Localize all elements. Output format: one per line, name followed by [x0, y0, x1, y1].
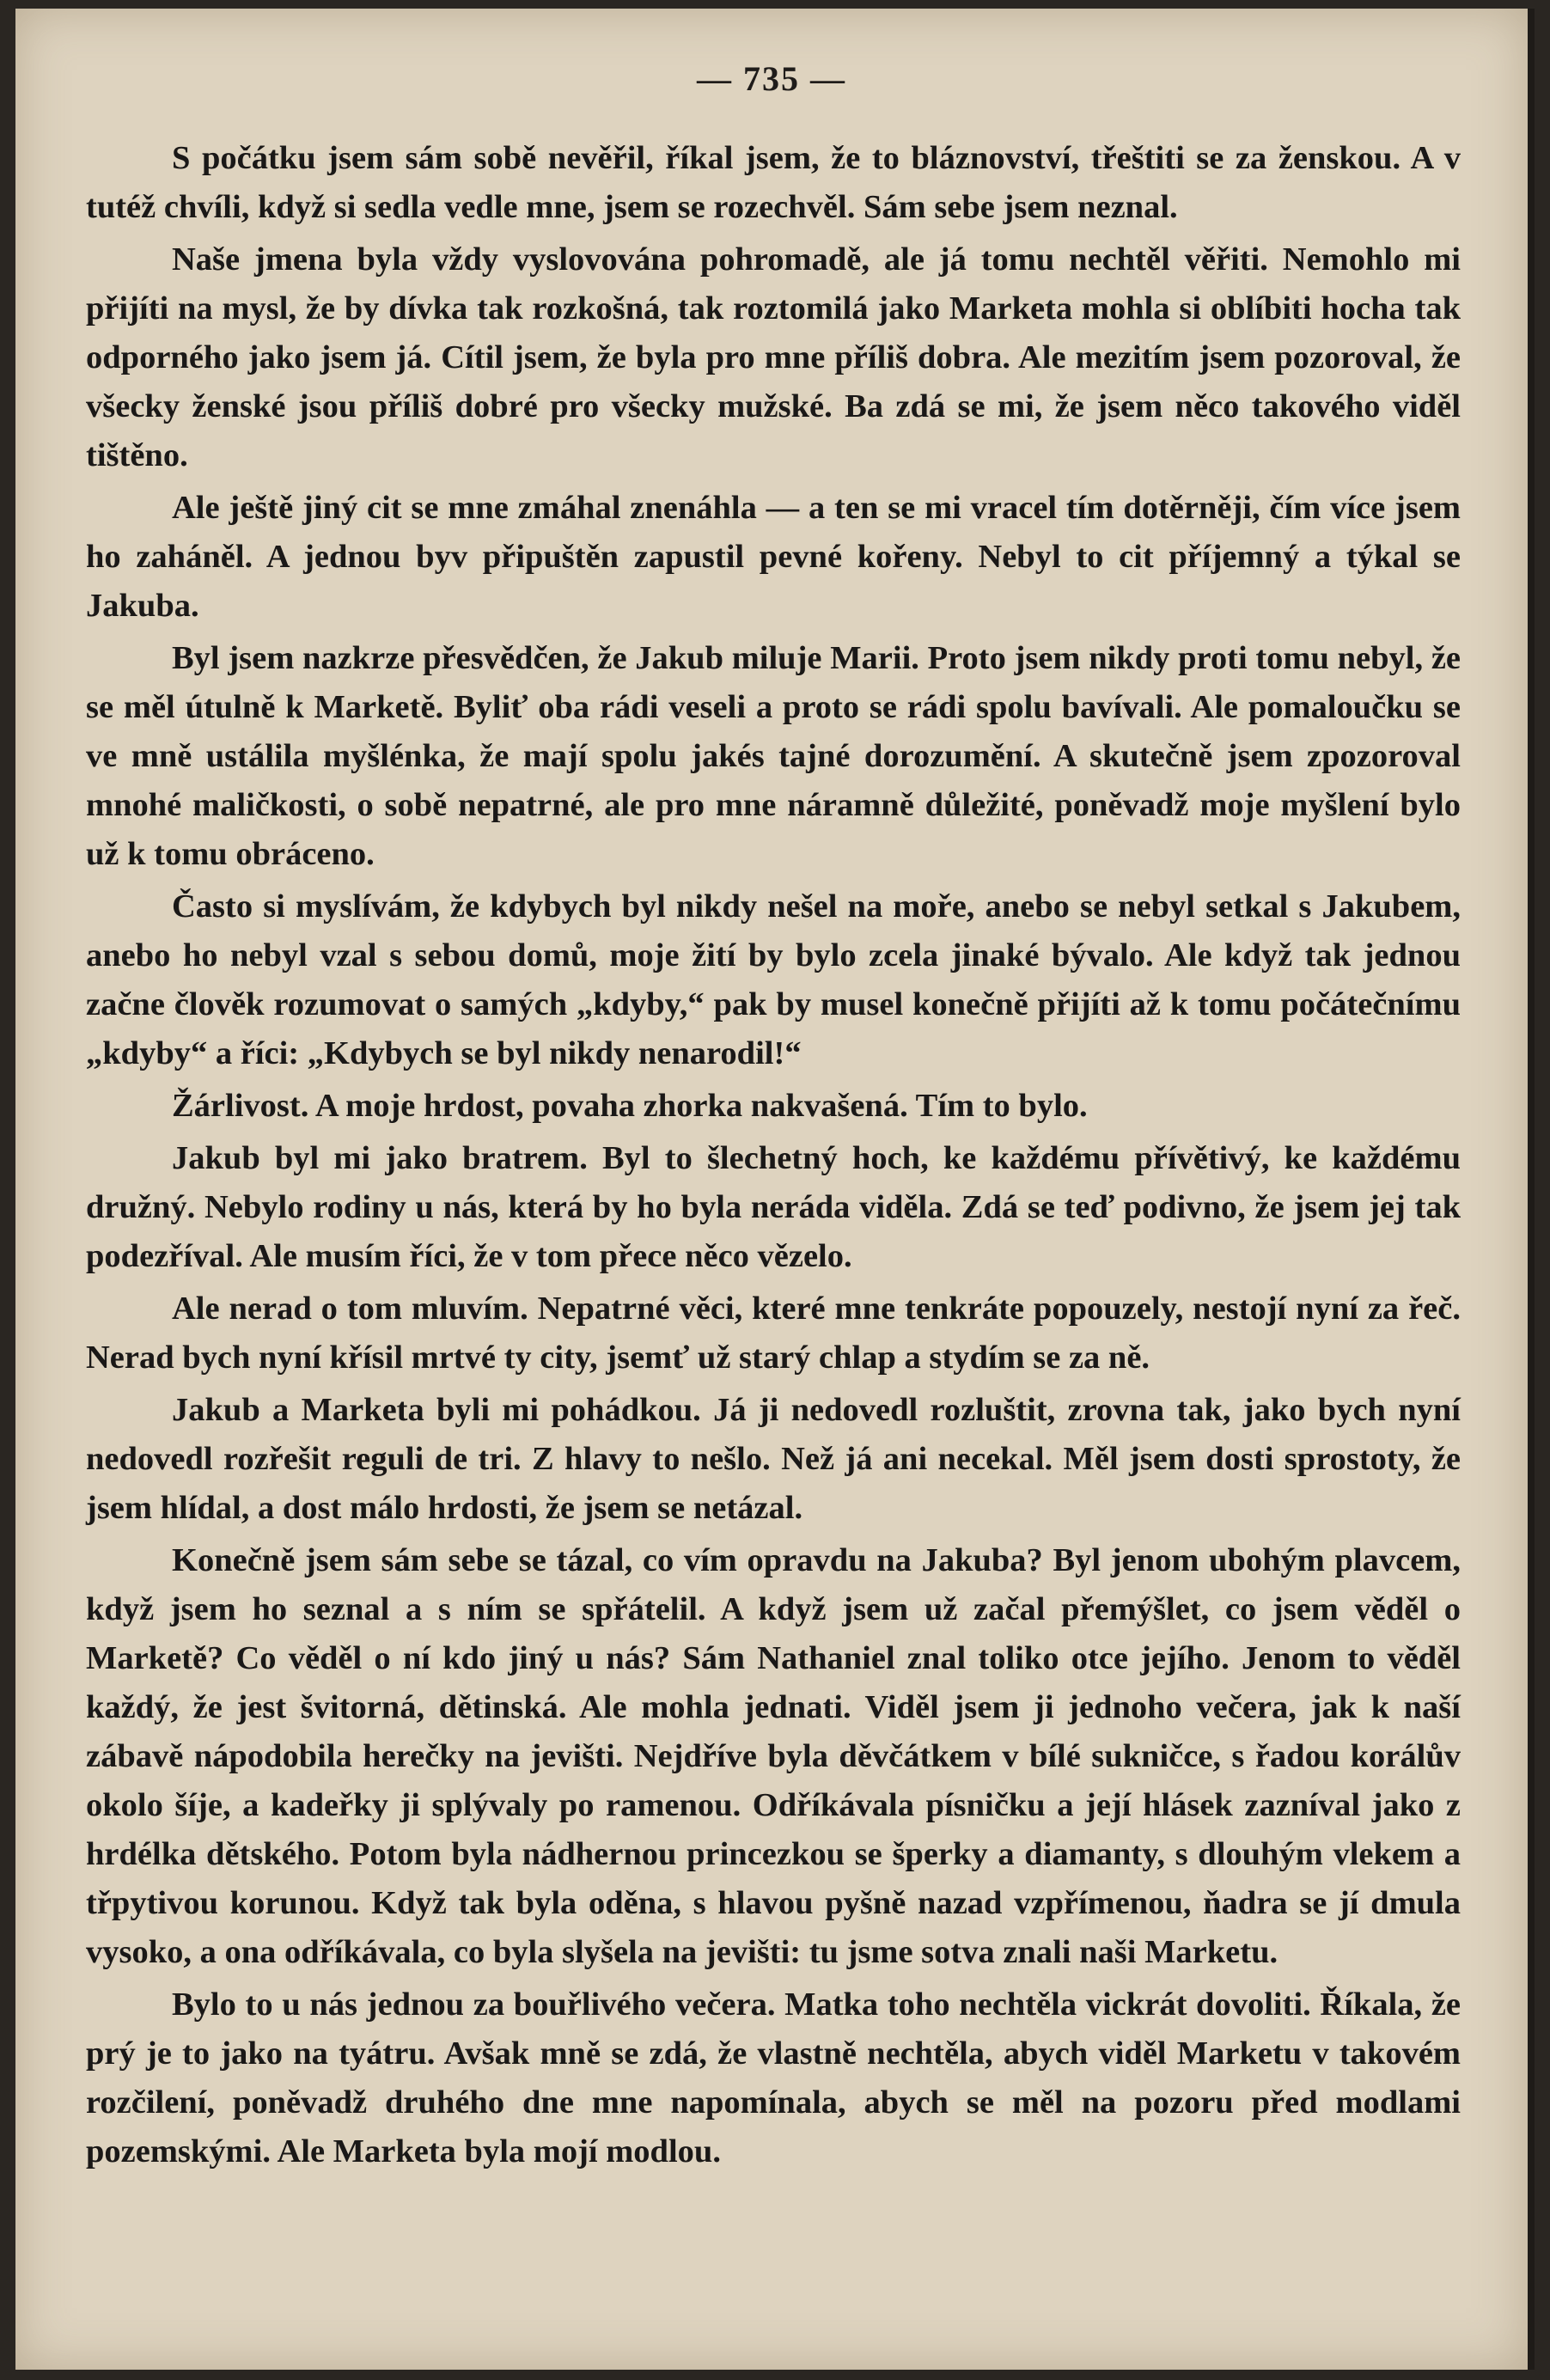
paragraph: Konečně jsem sám sebe se tázal, co vím opravdu na Jakuba? Byl jenom ubohým plavcem, když jsem ho seznal a s ním se spřátelil. A když jsem už začal přemýšlet, co jsem věděl o Marketě? Co věděl o ní kdo jiný u nás? Sám Nathaniel znal toliko otce jejího. Jenom to věděl každý, že jest švitorná, dětinská. Ale mohla jednati. Viděl jsem ji jednoho večera, jak k naší zábavě nápodobila herečky na jevišti. Nejdříve byla děvčátkem v bílé sukničce, s řadou korálův okolo šíje, a kadeřky ji splývaly po ramenou. Odříkávala písničku a její hlásek zazníval jako z hrdélka dětského. Potom byla nádhernou princezkou se šperky a diamanty, s dlouhým vlekem a třpytivou korunou. Když tak byla oděna, s hlavou pyšně nazad vzpřímenou, ňadra se jí dmula vysoko, a ona odříkávala, co byla slyšela na jevišti: tu jsme sotva znali naši Marketu. — [86, 1542, 1461, 1970]
paragraph: Často si myslívám, že kdybych byl nikdy nešel na moře, anebo se nebyl setkal s Jakubem, anebo ho nebyl vzal s sebou domů, moje žití by bylo zcela jinaké bývalo. Ale když tak jednou začne člověk rozumovat o samých „kdyby,“ pak by musel konečně přijíti až k tomu počátečnímu „kdyby“ a říci: „Kdybych se byl nikdy nenarodil!“ — [86, 888, 1461, 1071]
paragraph: Byl jsem nazkrze přesvědčen, že Jakub miluje Marii. Proto jsem nikdy proti tomu nebyl, že se měl útulně k Marketě. Byliť oba rádi veseli a proto se rádi spolu bavívali. Ale pomaloučku se ve mně ustálila myšlénka, že mají spolu jakés tajné dorozumění. A skutečně jsem zpozoroval mnohé maličkosti, o sobě nepatrné, ale pro mne náramně důležité, poněvadž moje myšlení bylo už k tomu obráceno. — [86, 640, 1461, 872]
paragraph: Jakub byl mi jako bratrem. Byl to šlechetný hoch, ke každému přívětivý, ke každému družný. Nebylo rodiny u nás, která by ho byla neráda viděla. Zdá se teď podivno, že jsem jej tak podezříval. Ale musím říci, že v tom přece něco vězelo. — [86, 1140, 1461, 1274]
paragraph: Jakub a Marketa byli mi pohádkou. Já ji nedovedl rozluštit, zrovna tak, jako bych nyní nedovedl rozřešit reguli de tri. Z hlavy to nešlo. Než já ani necekal. Měl jsem dosti sprostoty, že jsem hlídal, a dost málo hrdosti, že jsem se netázal. — [86, 1392, 1461, 1526]
paragraph: Naše jmena byla vždy vyslovována pohromadě, ale já tomu nechtěl věřiti. Nemohlo mi přijíti na mysl, že by dívka tak rozkošná, tak roztomilá jako Marketa mohla si oblíbiti hocha tak odporného jako jsem já. Cítil jsem, že byla pro mne příliš dobra. Ale mezitím jsem pozoroval, že všecky ženské jsou příliš dobré pro všecky mužské. Ba zdá se mi, že jsem něco takového viděl tištěno. — [86, 241, 1461, 473]
paragraph: Ale ještě jiný cit se mne zmáhal znenáhla — a ten se mi vracel tím dotěrněji, čím více jsem ho zaháněl. A jednou byv připuštěn zapustil pevné kořeny. Nebyl to cit příjemný a týkal se Jakuba. — [86, 490, 1461, 624]
paragraph: Ale nerad o tom mluvím. Nepatrné věci, které mne tenkráte popouzely, nestojí nyní za řeč. Nerad bych nyní křísil mrtvé ty city, jsemť už starý chlap a stydím se za ně. — [86, 1291, 1461, 1376]
book-page — [15, 9, 1535, 2370]
body-text — [86, 134, 1461, 2180]
page-number: — 735 — — [697, 59, 846, 98]
paragraph: Žárlivost. A moje hrdost, povaha zhorka nakvašená. Tím to bylo. — [172, 1088, 1088, 1124]
paragraph: Bylo to u nás jednou za bouřlivého večera. Matka toho nechtěla vickrát dovoliti. Říkala, že prý je to jako na tyátru. Avšak mně se zdá, že vlastně nechtěla, abych viděl Marketu v takovém rozčilení, poněvadž druhého dne mne napomínala, abych se měl na pozoru před modlami pozemskými. Ale Marketa byla mojí modlou. — [86, 1986, 1461, 2169]
paragraph: S počátku jsem sám sobě nevěřil, říkal jsem, že to bláznovství, třeštiti se za ženskou. A v tutéž chvíli, když si sedla vedle mne, jsem se rozechvěl. Sám sebe jsem neznal. — [86, 140, 1461, 225]
